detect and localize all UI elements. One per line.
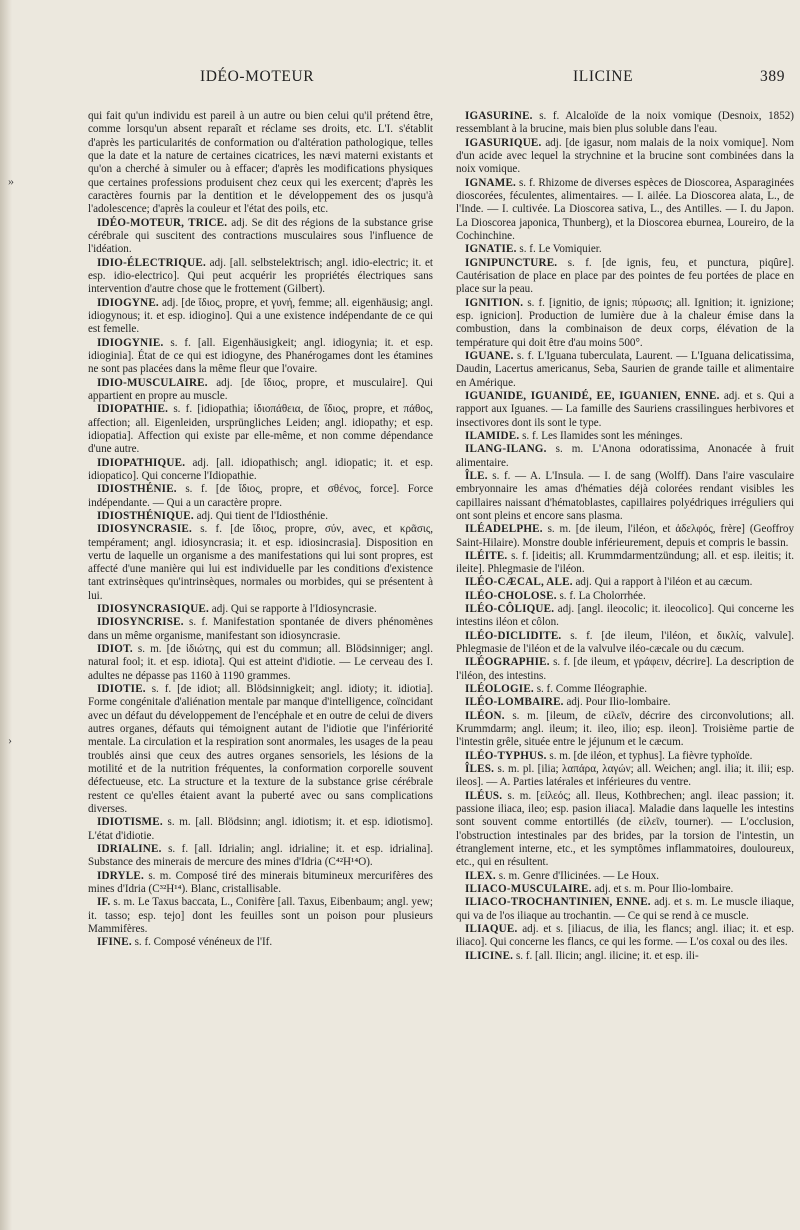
dictionary-entry <box>88 523 433 603</box>
entry-text: adj. [all. selbstelektrisch; angl. idio-electric; it. et esp. idio-electrico]. Qui peut acquérir les propriétés électriques sans intervention d'autre chose que le frottement (Gilbert). <box>88 256 433 296</box>
entry-text: s. f. [de ἴδιος, propre, σύν, avec, et κρᾶσις, tempérament; angl. idiosyncrasia; it. et esp. idiosincrasia]. Disposition en vertu de laquelle un organisme a des manifestations qui lui sont propres, est affecté d'une manière qui lui est individuelle par les conditions d'existence tant extrinsèques qu'intrinsèques, normales ou morbides, qui se présentent à lui. <box>88 523 433 602</box>
entry-headword: IDIOSYNCRASIQUE. <box>97 603 210 616</box>
dictionary-entry <box>88 217 433 257</box>
entry-text: s. m. L'Anona odoratissima, Anonacée à fruit alimentaire. <box>456 443 794 469</box>
running-head-left: IDÉO-MOTEUR <box>200 68 315 85</box>
entry-headword: IDIO-ÉLECTRIQUE. <box>97 256 206 269</box>
dictionary-entry <box>456 870 794 883</box>
dictionary-entry <box>456 257 794 297</box>
entry-text: s. m. [ileum, de εἰλεῖν, décrire des circonvolutions; all. Krummdarm; angl. ileum; it. ileo, ilio; esp. ileon]. Troisième partie de l'intestin grêle, située entre le jéjunum et le cæcum. <box>456 709 794 749</box>
entry-headword: IGNATIE. <box>465 243 517 256</box>
entry-text: s. f. Les Ilamides sont les méninges. <box>522 429 683 442</box>
entry-text: s. f. [de idiot; all. Blödsinnigkeit; angl. idioty; it. idiotia]. Forme congénitale d'aliénation mentale par manque d'intelligence, coïncidant avec un défaut du développement de l'encéphale et en outre de celui de divers autres organes, défauts qui témoignent autant de l'idiotie que l'infériorité mentale. La circulation et la respiration sont anormales, les usages de la peau troublés ainsi que ceux des autres organes sensoriels, les lésions de la motilité et de la nutrition fréquentes, la conformation corporelle souvent défectueuse, etc. La structure et la texture de la substance grise cérébrale restent ce qu'elles étaient avant la puberté avec ou sans complications diverses. <box>88 683 433 816</box>
left-column <box>88 110 433 950</box>
entry-headword: IFINE. <box>97 936 132 949</box>
entry-text: s. m. [de ἰδιώτης, qui est du commun; all. Blödsinniger; angl. natural fool; it. et esp. idiota]. Qui est atteint d'idiotie. — Le cerveau des I. adultes ne dépasse pas 1160 à 1190 grammes. <box>88 643 433 682</box>
entry-text: adj. et s. Qui a rapport aux Iguanes. — La famille des Sauriens crassilingues herbivores et insectivores dont ils sont le type. <box>456 389 794 429</box>
entry-headword: ILÉITE. <box>465 549 508 562</box>
dictionary-entry <box>456 550 794 577</box>
entry-text: s. f. L'Iguana tuberculata, Laurent. — L'Iguana delicatissima, Daudin, Lacertus americanus, Seba, Saurien de grande taille et alimentaire en Amérique. <box>456 349 794 389</box>
dictionary-entry <box>456 603 794 630</box>
entry-headword: ILÉO-DICLIDITE. <box>465 629 562 642</box>
entry-headword: IGNIPUNCTURE. <box>465 256 558 269</box>
dictionary-entry <box>88 257 433 297</box>
dictionary-entry <box>456 430 794 443</box>
entry-text: s. f. Comme Iléographie. <box>536 683 647 696</box>
dictionary-entry <box>456 243 794 256</box>
dictionary-entry <box>456 896 794 923</box>
entry-headword: IGNITION. <box>465 296 524 309</box>
entry-text: s. f. [all. Eigenhäusigkeit; angl. idiogynia; it. et esp. idioginia]. État de ce qui est idiogyne, des Phanérogames dont les étamines ne sont pas placées dans la même fleur que l'ovaire. <box>88 336 433 376</box>
dictionary-entry <box>88 483 433 510</box>
dictionary-entry <box>456 630 794 657</box>
entry-text: s. f. Composé vénéneux de l'If. <box>134 936 273 949</box>
entry-headword: ILÉADELPHE. <box>465 523 543 536</box>
entry-headword: ILÉO-CHOLOSE. <box>465 589 557 602</box>
dictionary-entry <box>456 523 794 550</box>
margin-mark: » <box>8 174 14 188</box>
dictionary-entry <box>456 110 794 137</box>
entry-text: s. f. [all. Idrialin; angl. idrialine; it. et esp. idrialina]. Substance des minerais de mercure des mines d'Idria (C⁴²H¹⁴O). <box>88 843 434 869</box>
entry-headword: IDIOSTHÉNIE. <box>97 483 177 496</box>
entry-text: s. m. Genre d'Ilicinées. — Le Houx. <box>498 869 660 882</box>
entry-headword: IDIOGYNIE. <box>97 336 164 349</box>
entry-text: s. f. [ideitis; all. Krummdarmentzündung; all. et esp. ileitis; it. ileite]. Phlegmasie de l'iléon. <box>456 549 794 576</box>
dictionary-entry <box>456 790 794 870</box>
entry-headword: IDRYLE. <box>97 869 144 882</box>
entry-headword: IDIO-MUSCULAIRE. <box>97 376 208 389</box>
entry-text: s. f. Manifestation spontanée de divers phénomènes dans un même organisme, manifestant son idiosyncrasie. <box>88 616 433 642</box>
entry-headword: IDIOPATHIQUE. <box>97 456 186 469</box>
page-header <box>0 68 800 90</box>
entry-text: s. f. [idiopathia; ἰδιοπάθεια, de ἴδιος, propre, et πάθος, affection; all. Eigenleiden, ursprüngliches Leiden; angl. idiopathy; et esp. idiopatia]. Affection qui existe par elle-même, et non comme dépendance d'une autre. <box>88 403 433 456</box>
dictionary-entry <box>88 843 433 870</box>
entry-text: s. f. [de ἴδιος, propre, et σθένος, force]. Force indépendante. — Qui a un caractère propre. <box>88 483 434 509</box>
entry-headword: ILÉO-CÔLIQUE. <box>465 603 555 616</box>
entry-text: s. f. La Cholorrhée. <box>559 589 646 602</box>
dictionary-entry <box>88 643 433 683</box>
entry-headword: ILICINE. <box>465 949 514 962</box>
entry-text: s. f. [ignitio, de ignis; πύρωσις; all. Ignition; it. ignizione; esp. ignicion]. Production de lumière due à la chaleur émise dans la combustion, dans la combinaison de deux corps, élévation de la température qui doit être d'au moins 500°. <box>456 296 794 349</box>
dictionary-entry <box>456 883 794 896</box>
dictionary-entry <box>456 390 794 430</box>
margin-mark: › <box>8 733 12 747</box>
entry-text: s. m. [de iléon, et typhus]. La fièvre typhoïde. <box>549 749 753 762</box>
dictionary-entry <box>88 297 433 337</box>
entry-headword: IGUANIDE, IGUANIDÉ, EE, IGUANIEN, ENNE. <box>465 389 720 402</box>
entry-headword: IDRIALINE. <box>97 843 162 856</box>
entry-text: s. f. [de ileum, l'iléon, et δικλίς, valvule]. Phlegmasie de l'iléon et de la valvulve iléo-cæcale ou du cæcum. <box>456 629 794 656</box>
entry-text: adj. Pour Ilio-lombaire. <box>566 696 671 709</box>
entry-headword: ILAMIDE. <box>465 429 520 442</box>
dictionary-entry <box>88 510 433 523</box>
entry-headword: IGASURINE. <box>465 110 533 122</box>
dictionary-entry <box>456 576 794 589</box>
entry-text: adj. et s. m. Pour Ilio-lombaire. <box>594 883 734 896</box>
entry-headword: IDIOTISME. <box>97 816 163 829</box>
dictionary-entry <box>456 590 794 603</box>
entry-headword: ILÉUS. <box>465 789 503 802</box>
dictionary-entry <box>456 763 794 790</box>
entry-headword: ÎLES. <box>465 763 495 776</box>
entry-text: s. f. [all. Ilicin; angl. ilicine; it. et esp. ili- <box>515 949 699 962</box>
entry-text: s. f. Le Vomiquier. <box>519 243 602 256</box>
entry-headword: IGASURIQUE. <box>465 136 542 149</box>
dictionary-entry <box>456 710 794 750</box>
dictionary-entry <box>456 923 794 950</box>
page-number: 389 <box>760 68 786 85</box>
dictionary-entry <box>456 750 794 763</box>
entry-headword: IDIOSYNCRASIE. <box>97 523 192 536</box>
entry-text: s. m. [de ileum, l'iléon, et ἀδελφός, frère] (Geoffroy Saint-Hilaire). Monstre double inférieurement, depuis et compris le bassin. <box>456 523 794 549</box>
right-column <box>456 110 794 963</box>
entry-text: s. m. Le Taxus baccata, L., Conifère [all. Taxus, Eibenbaum; angl. yew; it. tasso; esp. tejo] dont les feuilles sont un poison pour plusieurs Mammifères. <box>88 896 433 936</box>
entry-headword: IDIOT. <box>97 643 133 656</box>
entry-text: adj. Qui se rapporte à l'Idiosyncrasie. <box>211 603 377 616</box>
dictionary-entry <box>88 816 433 843</box>
entry-text: adj. et s. [iliacus, de ilia, les flancs; angl. iliac; it. et esp. iliaco]. Qui concerne les flancs, ce qui les forme. — L'os coxal ou des iles. <box>456 923 794 949</box>
entry-text: qui fait qu'un individu est pareil à un autre ou bien celui qu'il prétend être, comme lorsqu'un absent reparaît et réclame ses droits, etc. L'I. s'établit d'après les particularités de conformation ou d'altération pathologique, telles que la date et la nature de certaines cicatrices, les nævi materni existants et qu'on a cherché à simuler ou à effacer; d'après les modifications physiques que certaines professions produisent chez ceux qui les exercent; d'après les caractères fournis par la dentition et le développement des os jusqu'à l'adolescence; d'après la couleur et l'état des poils, etc. <box>88 110 433 216</box>
entry-headword: ILEX. <box>465 869 496 882</box>
dictionary-entry <box>456 137 794 177</box>
dictionary-entry <box>456 443 794 470</box>
entry-headword: IDIOPATHIE. <box>97 403 169 416</box>
entry-text: s. f. [de ileum, et γράφειν, décrire]. La description de l'iléon, des intestins. <box>456 656 794 682</box>
entry-text: adj. Qui a rapport à l'iléon et au cæcum. <box>575 576 753 589</box>
entry-headword: IDIOSTHÉNIQUE. <box>97 509 194 522</box>
entry-headword: ILÉO-TYPHUS. <box>465 749 547 762</box>
entry-text: adj. [de ἴδιος, propre, et musculaire]. Qui appartient en propre au muscle. <box>88 376 433 402</box>
entry-headword: ÎLE. <box>465 469 488 482</box>
entry-headword: IDIOSYNCRISE. <box>97 616 184 629</box>
entry-headword: ILÉO-LOMBAIRE. <box>465 696 564 709</box>
entry-text: adj. [all. idiopathisch; angl. idiopatic; it. et esp. idiopatico]. Qui concerne l'Idiopathie. <box>88 456 433 482</box>
entry-headword: ILANG-ILANG. <box>465 443 547 456</box>
entry-headword: IDÉO-MOTEUR, TRICE. <box>97 216 228 229</box>
entry-text: s. f. Rhizome de diverses espèces de Dioscorea, Asparaginées dioscorées, féculentes, alimentaires. — I. ailée. La Dioscorea alata, L., de l'Inde. — I. cultivée. La Dioscorea sativa, L., des Antilles. — I. du Japon. La Dioscorea japonica, Thunberg), et la Dioscorea eburnea, Loureiro, de la Cochinchine. <box>456 176 794 242</box>
entry-text: adj. [angl. ileocolic; it. ileocolico]. Qui concerne les intestins iléon et côlon. <box>456 603 794 629</box>
entry-text: adj. et s. m. Le muscle iliaque, qui va de l'os iliaque au trochantin. — Ce qui se rend à ce muscle. <box>456 896 794 922</box>
entry-text: adj. [de igasur, nom malais de la noix vomique]. Nom d'un acide avec lequel la strychnine et la brucine sont combinées dans la noix vomique. <box>456 136 794 176</box>
dictionary-entry <box>88 603 433 616</box>
entry-text: s. m. [all. Blödsinn; angl. idiotism; it. et esp. idiotismo]. L'état d'idiotie. <box>88 816 434 842</box>
entry-headword: ILÉON. <box>465 709 505 722</box>
dictionary-entry <box>456 656 794 683</box>
dictionary-entry <box>456 950 794 963</box>
entry-text: s. m. [εἰλεός; all. Ileus, Kothbrechen; angl. ileac passion; it. passione iliaca, ileo; esp. pasion iliaca]. Maladie dans laquelle les intestins sont souvent comme entortillés (de εἰλεῖν, tourner). — L'occlusion, l'obstruction intestinales par des brides, par la torsion de l'intestin, un étranglement interne, etc., et les symptômes inflammatoires, douloureux, etc., qui en résultent. <box>456 789 794 869</box>
dictionary-entry <box>456 177 794 244</box>
entry-text: s. f. — A. L'Insula. — I. de sang (Wolff). Dans l'aire vasculaire embryonnaire les amas d'hématies déjà colorées rendant visibles les capillaires naissant d'hématoblastes, capillaires polyédriques irréguliers qui ont sont pleins et encore sans plasma. <box>456 469 794 522</box>
dictionary-entry <box>88 896 433 936</box>
dictionary-entry <box>88 110 433 217</box>
entry-headword: ILÉOGRAPHIE. <box>465 656 550 669</box>
entry-headword: ILIACO-MUSCULAIRE. <box>465 883 592 896</box>
entry-text: s. f. [de ignis, feu, et punctura, piqûre]. Cautérisation de place en place par des pointes de feu portées de place en place sur la peau. <box>456 256 795 296</box>
entry-headword: ILIACO-TROCHANTINIEN, ENNE. <box>465 896 651 909</box>
dictionary-entry <box>456 350 794 390</box>
entry-headword: IDIOTIE. <box>97 683 146 696</box>
dictionary-entry <box>88 683 433 816</box>
dictionary-entry <box>88 936 433 949</box>
entry-text: adj. Qui tient de l'Idiosthénie. <box>196 509 329 522</box>
dictionary-entry <box>88 870 433 897</box>
dictionary-entry <box>88 457 433 484</box>
dictionary-entry <box>456 683 794 696</box>
dictionary-entry <box>88 337 433 377</box>
dictionary-entry <box>456 470 794 523</box>
entry-text: adj. Se dit des régions de la substance grise cérébrale qui suscitent des contractions musculaires sous l'influence de l'idéation. <box>88 216 433 256</box>
entry-headword: ILIAQUE. <box>465 923 518 936</box>
entry-text: adj. [de ἴδιος, propre, et γυνή, femme; all. eigenhäusig; angl. idiogynous; it. et esp. idiogino]. Qui a une existence indépendante de ce qui est femelle. <box>88 296 433 336</box>
entry-text: s. m. pl. [ilia; λαπάρα, λαγών; all. Weichen; angl. ilia; it. ilii; esp. ileos]. — A. Parties latérales et inférieures du ventre. <box>456 763 794 789</box>
running-head-right: ILICINE <box>573 68 634 85</box>
entry-headword: IF. <box>97 896 111 909</box>
entry-headword: IGNAME. <box>465 176 517 189</box>
entry-headword: IDIOGYNE. <box>97 296 159 309</box>
entry-headword: ILÉO-CÆCAL, ALE. <box>465 576 573 589</box>
entry-headword: ILÉOLOGIE. <box>465 683 534 696</box>
entry-headword: IGUANE. <box>465 349 514 362</box>
dictionary-entry <box>88 403 433 456</box>
dictionary-entry <box>456 297 794 350</box>
entry-text: s. m. Composé tiré des minerais bitumineux mercurifères des mines d'Idria (C³²H¹⁴). Blanc, cristallisable. <box>88 869 433 896</box>
entry-text: s. f. Alcaloïde de la noix vomique (Desnoix, 1852) ressemblant à la brucine, mais bien plus soluble dans l'eau. <box>456 110 794 136</box>
dictionary-entry <box>88 377 433 404</box>
dictionary-entry <box>456 696 794 709</box>
dictionary-entry <box>88 616 433 643</box>
